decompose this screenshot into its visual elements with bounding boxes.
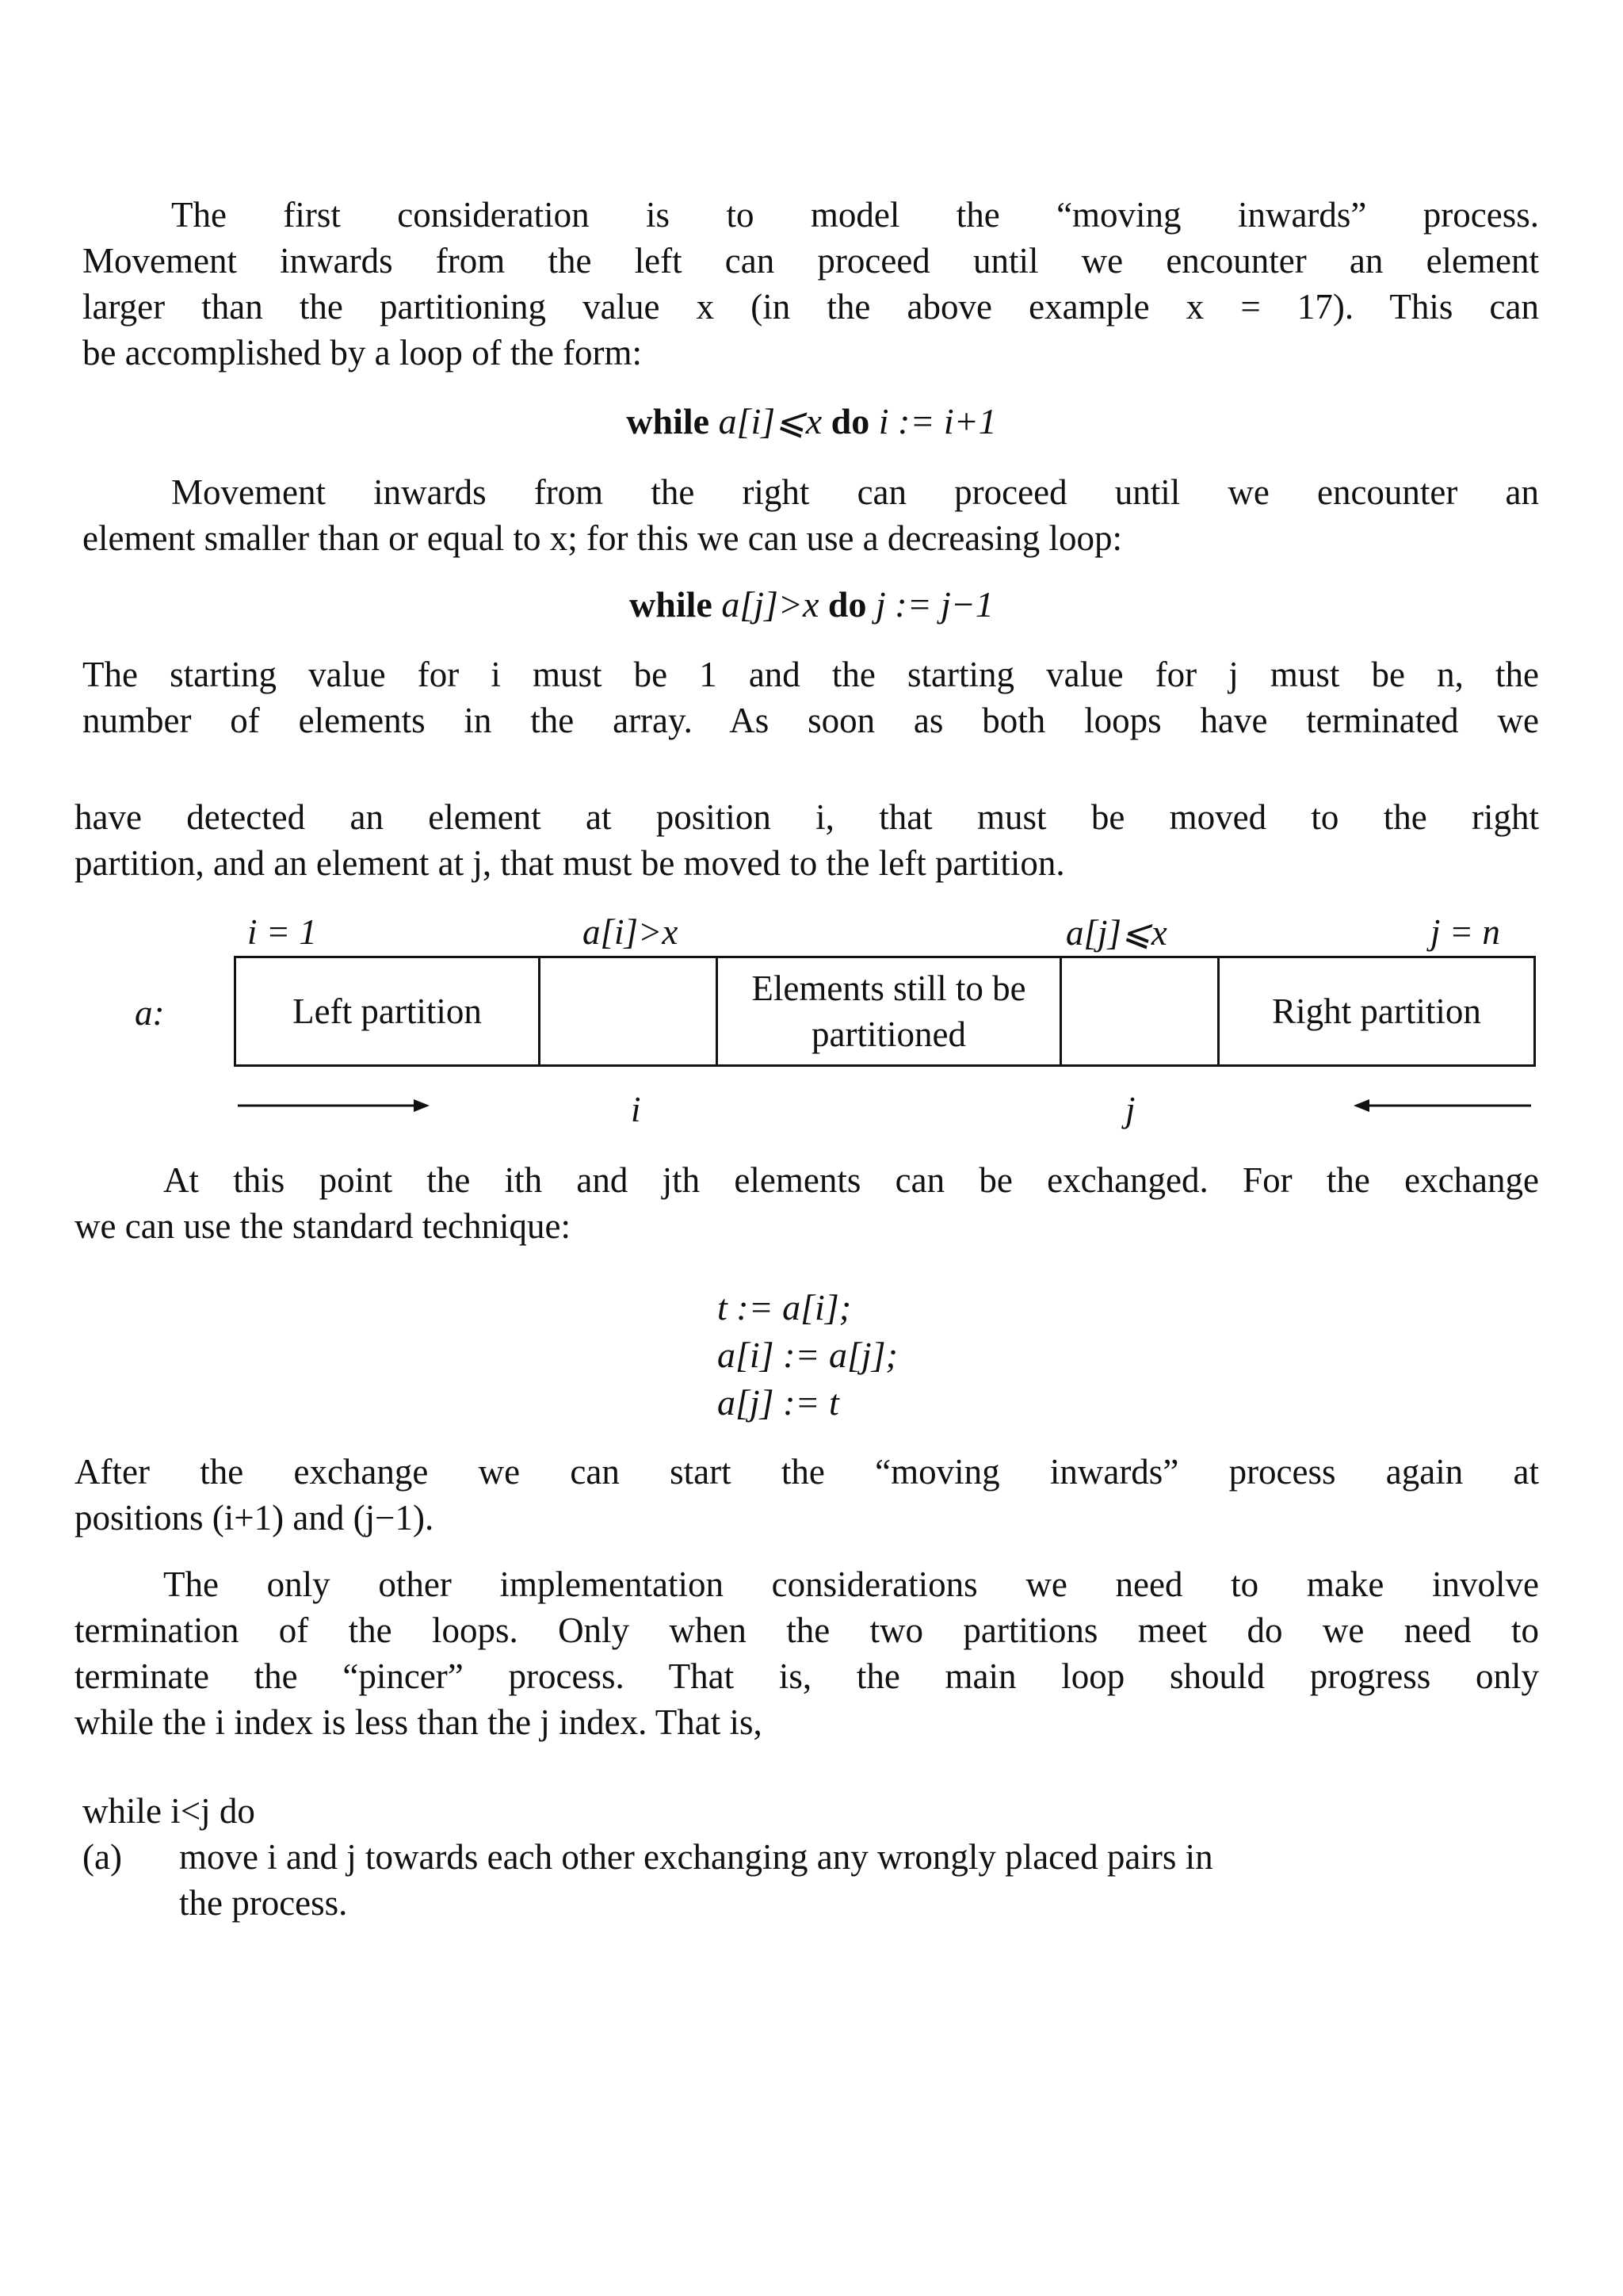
text-line: The starting value for i must be 1 and the starting value for j must be n, the bbox=[82, 655, 1539, 694]
text-line: Movement inwards from the left can proceed until we encounter an element bbox=[82, 241, 1539, 281]
cell-right-partition: Right partition bbox=[1217, 956, 1536, 1067]
text-line: have detected an element at position i, that must be moved to the right bbox=[74, 797, 1539, 837]
array-label: a: bbox=[135, 993, 165, 1033]
keyword: while bbox=[629, 584, 712, 625]
text-line: terminate the “pincer” process. That is, the main loop should progress only bbox=[74, 1656, 1539, 1696]
code-statement: j := j−1 bbox=[875, 584, 994, 625]
label-i-position: i bbox=[631, 1090, 641, 1129]
code-line: a[j] := t bbox=[717, 1382, 839, 1423]
text-line: The only other implementation considerations we need to make involve bbox=[163, 1564, 1539, 1604]
text-line: number of elements in the array. As soon as both loops have terminated we bbox=[82, 701, 1539, 740]
code-while-right bbox=[0, 583, 1623, 625]
text-line: At this point the ith and jth elements can be exchanged. For the exchange bbox=[163, 1160, 1539, 1200]
keyword: do bbox=[827, 584, 867, 625]
text-line: element smaller than or equal to x; for this we can use a decreasing loop: bbox=[82, 518, 1123, 558]
item-label: (a) bbox=[82, 1837, 122, 1877]
text-line: The first consideration is to model the “moving inwards” process. bbox=[171, 195, 1539, 235]
label-i-start: i = 1 bbox=[247, 912, 317, 952]
code-condition: a[j]>x bbox=[721, 584, 819, 625]
code-line: a[i] := a[j]; bbox=[717, 1335, 898, 1375]
text-line: partition, and an element at j, that must be moved to the left partition. bbox=[74, 843, 1065, 883]
cell-left-partition: Left partition bbox=[234, 956, 540, 1067]
right-arrow-icon bbox=[230, 1094, 436, 1117]
code-while-left bbox=[0, 399, 1623, 442]
text-line: Movement inwards from the right can proceed until we encounter an bbox=[171, 472, 1539, 512]
label-aj-le-x: a[j]⩽x bbox=[1066, 913, 1167, 953]
label-ai-gt-x: a[i]>x bbox=[582, 912, 678, 952]
text-line: while the i index is less than the j index. That is, bbox=[74, 1702, 762, 1742]
cell-unpartitioned: Elements still to be partitioned bbox=[716, 956, 1062, 1067]
keyword: while bbox=[626, 401, 710, 441]
cell-empty-right bbox=[1060, 956, 1220, 1067]
label-j-end: j = n bbox=[1430, 912, 1500, 952]
code-statement: i := i+1 bbox=[878, 401, 997, 441]
label-j-position: j bbox=[1125, 1090, 1136, 1129]
keyword: do bbox=[831, 401, 870, 441]
text-line: we can use the standard technique: bbox=[74, 1206, 571, 1246]
item-line: move i and j towards each other exchanging any wrongly placed pairs in bbox=[179, 1837, 1213, 1877]
code-condition: a[i]⩽x bbox=[718, 401, 823, 441]
text-line: After the exchange we can start the “moving inwards” process again at bbox=[74, 1452, 1539, 1492]
text-line: larger than the partitioning value x (in the above example x = 17). This can bbox=[82, 287, 1539, 327]
left-arrow-icon bbox=[1347, 1094, 1537, 1117]
text-line: termination of the loops. Only when the two partitions meet do we need to bbox=[74, 1610, 1539, 1650]
loop-header: while i<j do bbox=[82, 1791, 255, 1831]
text-line: be accomplished by a loop of the form: bbox=[82, 333, 643, 372]
cell-empty-left bbox=[538, 956, 718, 1067]
text-line: positions (i+1) and (j−1). bbox=[74, 1498, 434, 1538]
code-line: t := a[i]; bbox=[717, 1287, 852, 1328]
item-line: the process. bbox=[179, 1883, 348, 1923]
